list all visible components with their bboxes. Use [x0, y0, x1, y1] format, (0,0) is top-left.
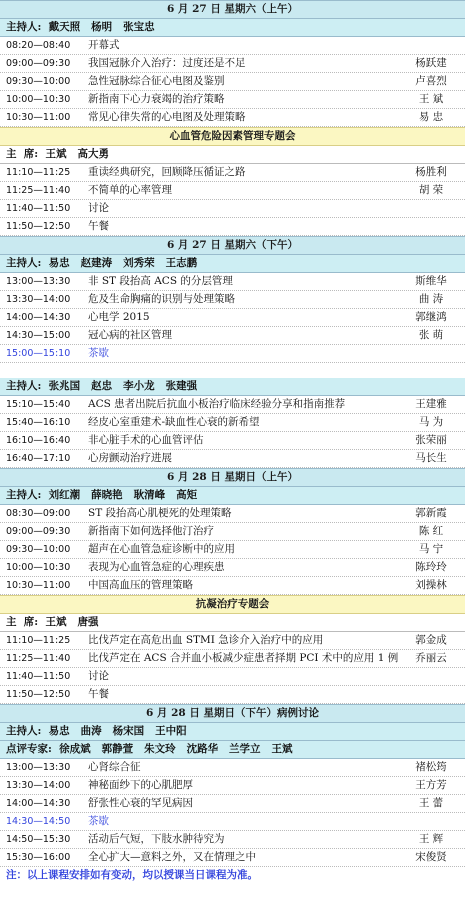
- session-row: [0, 91, 465, 109]
- session-speaker: 胡 荣: [418, 184, 444, 196]
- session-speaker: 王 辉: [418, 833, 444, 845]
- session-topic: 表现为心血管急症的心理疾患: [88, 561, 225, 573]
- session-topic: 全心扩大—意料之外，又在情理之中: [88, 851, 256, 863]
- session-speaker: 郭新霞: [415, 507, 447, 519]
- host-line: 主持人: 刘红潮 薛晓艳 耿清峰 高矩: [0, 487, 465, 505]
- session-time: 14:30—15:00: [6, 330, 71, 341]
- session-row: [0, 813, 465, 831]
- session-topic: 非 ST 段抬高 ACS 的分层管理: [88, 275, 233, 287]
- session-row: [0, 109, 465, 127]
- session-time: 09:30—10:00: [6, 544, 71, 555]
- section-header: 心血管危险因素管理专题会: [0, 127, 465, 146]
- session-row: [0, 686, 465, 704]
- session-row: [0, 505, 465, 523]
- session-time: 15:40—16:10: [6, 417, 71, 428]
- session-row: [0, 759, 465, 777]
- session-time: 11:10—11:25: [6, 167, 71, 178]
- session-row: [0, 650, 465, 668]
- session-row: [0, 55, 465, 73]
- session-speaker: 曲 涛: [418, 293, 444, 305]
- session-time: 15:00—15:10: [6, 348, 71, 359]
- session-row: [0, 541, 465, 559]
- session-topic: 心肾综合征: [88, 761, 141, 773]
- session-topic: 茶歇: [88, 815, 109, 827]
- session-row: [0, 218, 465, 236]
- session-speaker: 王 蕾: [418, 797, 444, 809]
- session-topic: 新指南下心力衰竭的治疗策略: [88, 93, 225, 105]
- session-topic: 心房颤动治疗进展: [88, 452, 172, 464]
- session-row: [0, 450, 465, 468]
- session-topic: 危及生命胸痛的识别与处理策略: [88, 293, 235, 305]
- session-topic: 急性冠脉综合征心电图及鉴别: [88, 75, 225, 87]
- session-row: [0, 164, 465, 182]
- host-line: 主 席: 王斌 高大勇: [0, 146, 465, 164]
- host-line: 主持人: 易忠 曲涛 杨宋国 王中阳: [0, 723, 465, 741]
- session-speaker: 杨胜利: [415, 166, 447, 178]
- session-time: 13:30—14:00: [6, 780, 71, 791]
- session-topic: ACS 患者出院后抗血小板治疗临床经验分享和指南推荐: [88, 398, 346, 410]
- session-topic: 比伐芦定在高危出血 STMI 急诊介入治疗中的应用: [88, 634, 324, 646]
- session-topic: 重读经典研究，回顾降压循证之路: [88, 166, 246, 178]
- session-time: 08:30—09:00: [6, 508, 71, 519]
- session-time: 10:30—11:00: [6, 580, 71, 591]
- session-topic: 非心脏手术的心血管评估: [88, 434, 204, 446]
- session-topic: 午餐: [88, 220, 109, 232]
- session-row: [0, 559, 465, 577]
- host-line: 点评专家: 徐成斌 郭静萱 朱文玲 沈路华 兰学立 王斌: [0, 741, 465, 759]
- host-line: 主持人: 易忠 赵建涛 刘秀荣 王志鹏: [0, 255, 465, 273]
- session-speaker: 王方芳: [415, 779, 447, 791]
- session-topic: 开幕式: [88, 39, 120, 51]
- session-speaker: 杨跃建: [415, 57, 447, 69]
- section-header: 6 月 27 日 星期六（上午）: [0, 0, 465, 19]
- session-time: 14:30—14:50: [6, 816, 71, 827]
- session-speaker: 陈玲玲: [415, 561, 447, 573]
- session-row: [0, 577, 465, 595]
- session-time: 16:40—17:10: [6, 453, 71, 464]
- session-topic: 新指南下如何选择他汀治疗: [88, 525, 214, 537]
- session-row: [0, 73, 465, 91]
- session-time: 09:00—09:30: [6, 526, 71, 537]
- session-topic: 讨论: [88, 202, 109, 214]
- session-row: [0, 432, 465, 450]
- session-time: 13:00—13:30: [6, 276, 71, 287]
- footnote: 注：以上课程安排如有变动，均以授课当日课程为准。: [6, 869, 258, 881]
- section-header: 6 月 28 日 星期日（上午）: [0, 468, 465, 487]
- session-row: [0, 831, 465, 849]
- session-speaker: 斯维华: [415, 275, 447, 287]
- session-row: [0, 777, 465, 795]
- session-time: 09:30—10:00: [6, 76, 71, 87]
- session-row: [0, 795, 465, 813]
- session-topic: 活动后气短，下肢水肿待究为: [88, 833, 225, 845]
- session-time: 11:40—11:50: [6, 671, 71, 682]
- session-time: 08:20—08:40: [6, 40, 71, 51]
- session-time: 11:50—12:50: [6, 689, 71, 700]
- session-speaker: 张荣丽: [415, 434, 447, 446]
- session-topic: 舒张性心衰的罕见病因: [88, 797, 193, 809]
- session-topic: 超声在心血管急症诊断中的应用: [88, 543, 235, 555]
- session-row: [0, 396, 465, 414]
- host-line: 主 席: 王斌 唐强: [0, 614, 465, 632]
- session-time: 10:00—10:30: [6, 94, 71, 105]
- session-topic: 神秘面纱下的心肌肥厚: [88, 779, 193, 791]
- session-row: [0, 37, 465, 55]
- session-time: 11:25—11:40: [6, 185, 71, 196]
- session-row: [0, 345, 465, 363]
- session-row: [0, 849, 465, 867]
- session-time: 14:00—14:30: [6, 312, 71, 323]
- session-topic: 我国冠脉介入治疗：过度还是不足: [88, 57, 246, 69]
- session-time: 15:10—15:40: [6, 399, 71, 410]
- session-speaker: 王建雅: [415, 398, 447, 410]
- session-time: 09:00—09:30: [6, 58, 71, 69]
- session-row: [0, 668, 465, 686]
- session-topic: ST 段抬高心肌梗死的处理策略: [88, 507, 232, 519]
- session-time: 11:50—12:50: [6, 221, 71, 232]
- session-row: [0, 182, 465, 200]
- session-speaker: 刘操林: [415, 579, 447, 591]
- session-row: [0, 523, 465, 541]
- session-topic: 经皮心室重建术-缺血性心衰的新希望: [88, 416, 260, 428]
- session-time: 14:50—15:30: [6, 834, 71, 845]
- section-header: 抗凝治疗专题会: [0, 595, 465, 614]
- host-line: 主持人: 戴天照 杨明 张宝忠: [0, 19, 465, 37]
- session-time: 10:00—10:30: [6, 562, 71, 573]
- session-time: 16:10—16:40: [6, 435, 71, 446]
- session-speaker: 卢喜烈: [415, 75, 447, 87]
- session-time: 11:10—11:25: [6, 635, 71, 646]
- session-speaker: 宋俊贤: [415, 851, 447, 863]
- spacer: [0, 363, 465, 378]
- session-speaker: 郭金成: [415, 634, 447, 646]
- session-time: 11:25—11:40: [6, 653, 71, 664]
- session-time: 14:00—14:30: [6, 798, 71, 809]
- session-speaker: 褚松筠: [415, 761, 447, 773]
- session-time: 13:00—13:30: [6, 762, 71, 773]
- session-topic: 茶歇: [88, 347, 109, 359]
- session-speaker: 王 斌: [418, 93, 444, 105]
- session-speaker: 乔丽云: [415, 652, 447, 664]
- session-row: [0, 200, 465, 218]
- session-row: [0, 327, 465, 345]
- session-topic: 冠心病的社区管理: [88, 329, 172, 341]
- host-line: 主持人: 张兆国 赵忠 李小龙 张建强: [0, 378, 465, 396]
- session-topic: 比伐芦定在 ACS 合并血小板减少症患者择期 PCI 术中的应用 1 例: [88, 652, 399, 664]
- session-speaker: 马 为: [418, 416, 444, 428]
- session-speaker: 郭继鸿: [415, 311, 447, 323]
- session-time: 10:30—11:00: [6, 112, 71, 123]
- session-topic: 讨论: [88, 670, 109, 682]
- session-row: [0, 273, 465, 291]
- session-speaker: 马长生: [415, 452, 447, 464]
- session-topic: 心电学 2015: [88, 311, 150, 323]
- session-topic: 不简单的心率管理: [88, 184, 172, 196]
- session-time: 13:30—14:00: [6, 294, 71, 305]
- session-time: 15:30—16:00: [6, 852, 71, 863]
- session-row: [0, 291, 465, 309]
- session-topic: 常见心律失常的心电图及处理策略: [88, 111, 246, 123]
- session-row: [0, 632, 465, 650]
- session-row: [0, 309, 465, 327]
- session-speaker: 陈 红: [418, 525, 444, 537]
- session-topic: 中国高血压的管理策略: [88, 579, 193, 591]
- session-speaker: 马 宁: [418, 543, 444, 555]
- section-header: 6 月 27 日 星期六（下午）: [0, 236, 465, 255]
- session-topic: 午餐: [88, 688, 109, 700]
- session-speaker: 易 忠: [418, 111, 444, 123]
- section-header: 6 月 28 日 星期日（下午）病例讨论: [0, 704, 465, 723]
- session-row: [0, 414, 465, 432]
- session-time: 11:40—11:50: [6, 203, 71, 214]
- session-speaker: 张 萌: [418, 329, 444, 341]
